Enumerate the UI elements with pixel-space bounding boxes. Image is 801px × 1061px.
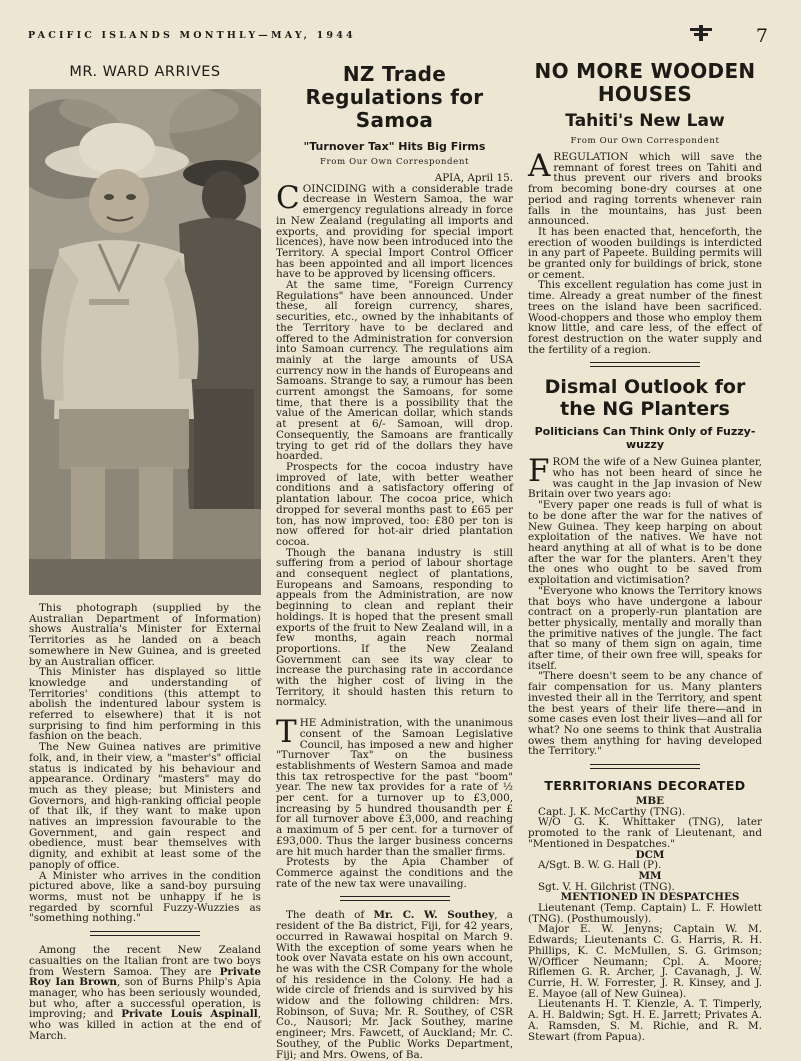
tahiti-lead: REGULATION which will save the remnant of forest trees on Tahiti and thus prevent our rivers and brooks from becoming bone-dry courses at one period and raging torrents whenever rain falls in the mountains, has just been announced. <box>528 151 762 228</box>
tahiti-headline: NO MORE WOODEN HOUSES <box>534 59 756 106</box>
casualty-notice <box>29 945 261 1041</box>
samoa-dateline: APIA, April 15. <box>434 172 513 184</box>
samoa-headline: NZ Trade Regulations for Samoa <box>305 62 484 132</box>
section-divider <box>590 763 700 772</box>
ward-paragraph: A Minister who arrives in the condition pictured above, like a sand-boy pursuing worms, must not be unhappy if he is regarded by scornful Fuzzy-Wuzzies as "something nothing." <box>29 869 261 925</box>
magazine-logo-icon <box>688 24 714 42</box>
tahiti-article-body <box>528 148 762 356</box>
tahiti-paragraph: It has been enacted that, henceforth, the erection of wooden buildings is interdicted in any part of Papeete. Building permits will be granted only for buildings of brick, stone or cement. <box>528 225 762 281</box>
ng-article-body <box>528 453 762 758</box>
section-divider <box>340 895 450 904</box>
ward-paragraph: The New Guinea natives are primitive folk, and, in their view, a "master's" official status is indicated by his behaviour and appearance. Ordinary "masters" may do much as they please; but Ministers and Governors, and high-ranking official people of that ilk, if they want to make upon natives an impression favourable to the Government, and gain respect and obedience, must bear themselves with dignity, and exhibit at least some of the panoply of office. <box>29 741 261 871</box>
drop-cap: T <box>276 714 297 751</box>
ward-title: MR. WARD ARRIVES <box>69 64 221 80</box>
ng-paragraph: "Everyone who knows the Territory knows that boys who have undergone a labour contract on a properly-run plantation are better physically, mentally and morally than the primitive natives of the jungle. The fact that so many of them sign on again, time after time, of their own free will, speaks for itself. <box>528 584 762 672</box>
column-samoa <box>276 58 513 1060</box>
award-entry: Capt. J. K. McCarthy (TNG). <box>538 805 686 818</box>
decorations-list <box>528 796 762 1042</box>
award-entry: Major E. W. Jenyns; Captain W. M. Edwards; Lieutenants C. G. Harris, R. H. Phillips, K. C. McMullen, S. G. Grimson; W/Officer Neumann; Cpl. A. Moore; Riflemen G. R. Archer, J. Cavanagh, J. W. Currie, H. W. Forrester, J. R. Kinsey, and J. E. Mayoe (all of New Guinea). <box>528 923 762 1000</box>
drop-cap: F <box>528 453 550 490</box>
ng-subheadline: Politicians Can Think Only of Fuzzy-wuzzy <box>534 425 756 452</box>
casualty-name: Private Roy Ian Brown <box>29 965 261 989</box>
ward-paragraph: This Minister has displayed so little knowledge and understanding of Territories' conditions (this attempt to abolish the indentured labour system is referred to elsewhere) that it is not surprising to find him performing in this fashion on the beach. <box>29 666 261 743</box>
ng-paragraph: "There doesn't seem to be any chance of fair compensation for us. Many planters invested their all in the Territory, and spent the best years of their life there—and in some cases even lost their lives—and all for what? No one seems to think that Australia owes them anything for having developed the Territory." <box>528 670 762 758</box>
obit-name: Mr. C. W. Southey <box>373 909 495 922</box>
running-header <box>28 25 768 47</box>
photo-illustration <box>29 89 261 595</box>
award-entry: A/Sgt. B. W. G. Hall (P). <box>538 859 662 872</box>
samoa-paragraph: At the same time, "Foreign Currency Regulations" have been announced. Under these, all foreign currency, shares, securities, etc., owned by the inhabitants of the Territory have to be declared and offered to the Administration for conversion into Samoan currency. The regulations aim mainly at the large amounts of USA currency now in the hands of Europeans and Samoans. Strange to say, a rumour has been current amongst the Samoans, for some time, that there is a possibility that the value of the American dollar, which stands at present at 6/- Samoan, will drop. Consequently, the Samoans are frantically trying to get rid of the dollars they have hoarded. <box>276 279 513 463</box>
section-divider <box>90 930 200 939</box>
obit-text: The death of <box>286 909 374 922</box>
minister-photo <box>29 89 261 595</box>
samoa-subheadline: "Turnover Tax" Hits Big Firms <box>303 140 486 153</box>
drop-cap: C <box>276 179 300 216</box>
samoa-tax-lead: HE Administration, with the unanimous consent of the Samoan Legislative Council, has imposed a new and higher "Turnover Tax" on the business establishments of Western Samoa and made this tax retrospective for the past "boom" year. The new tax provides for a rate of ½ per cent. for a turnover up to £3,000, increasing by 5 hundred thousandth per £ for all turnover above £3,000, and reaching a maximum of 5 per cent. for a turnover of £93,000. Thus the larger business concerns are hit much harder than the smaller firms. <box>276 717 513 858</box>
samoa-paragraph: Protests by the Apia Chamber of Commerce against the conditions and the rate of the new tax were unavailing. <box>276 856 513 890</box>
drop-cap: A <box>528 148 551 184</box>
obituary-notice <box>276 910 513 1060</box>
ng-lead: ROM the wife of a New Guinea planter, who has not been heard of since he was caught in the Jap invasion of New Britain over two years ago: <box>528 456 762 501</box>
tahiti-byline: From Our Own Correspondent <box>570 136 720 146</box>
award-heading: MM <box>638 869 662 882</box>
ward-article-body <box>29 603 261 924</box>
samoa-paragraph: Prospects for the cocoa industry have improved of late, with better weather conditions and a satisfactory offering of plantation labour. The cocoa price, which dropped for several months past to £65 per ton, has now improved, too: £80 per ton is now offered for hot-air dried plantation cocoa. <box>276 460 513 548</box>
award-entry: Sgt. V. H. Gilchrist (TNG). <box>538 880 675 893</box>
award-heading: MBE <box>635 795 665 808</box>
ng-paragraph: "Every paper one reads is full of what is to be done after the war for the natives of New Guinea. They keep harping on about exploitation of the natives. We have not heard anything at all of what is to be done after the war for the planters. Aren't they the ones who ought to be saved from exploitation and victimisation? <box>528 499 762 587</box>
award-heading: MENTIONED IN DESPATCHES <box>560 891 740 904</box>
casualty-text: Among the recent New Zealand casualties on the Italian front are two boys from Western Samoa. They are <box>29 944 261 978</box>
samoa-byline: From Our Own Correspondent <box>319 157 470 167</box>
running-head: PACIFIC ISLANDS MONTHLY—MAY, 1944 <box>28 30 356 41</box>
column-ward-arrives <box>29 58 261 1041</box>
casualty-text: , who was killed in action at the end of March. <box>29 1008 261 1042</box>
samoa-article-body <box>276 173 513 889</box>
samoa-lead: OINCIDING with a considerable trade decrease in Western Samoa, the war emergency regulations already in force in New Zealand (regulating all imports and exports, and providing for special import licences), have now been introduced into the Territory. A special Import Control Officer has been appointed and all import licences have to be approved by licensing officers. <box>276 182 514 281</box>
casualty-text: , son of Burns Philp's Apia manager, who has been seriously wounded, but who, after a successful operation, is improving; and <box>29 976 261 1021</box>
ward-paragraph: This photograph (supplied by the Australian Department of Information) shows Australia's Minister for External Territories as he landed on a beach somewhere in New Guinea, and is greeted by an Australian officer. <box>29 602 261 668</box>
award-entry: Lieutenant (Temp. Captain) L. F. Howlett (TNG). (Posthumously). <box>528 902 762 925</box>
column-tahiti <box>528 58 762 1042</box>
tahiti-paragraph: This excellent regulation has come just in time. Already a great number of the finest trees on the island have been sacrificed. Wood-choppers and those who employ them know little, and care less, of the effect of forest destruction on the water supply and the fertility of a region. <box>528 279 762 356</box>
tahiti-subheadline: Tahiti's New Law <box>565 111 725 131</box>
casualty-name: Private Louis Aspinall <box>121 1008 258 1021</box>
section-divider <box>590 361 700 370</box>
obit-text: , a resident of the Ba district, Fiji, for 42 years, occurred in Rawawai hospital on March 9. With the exception of some years when he took over Navata estate on his own account, he was with the CSR Company for the whole of his residence in the Colony. He had a wide circle of friends and is survived by his widow and the following children: Mrs. Robinson, of Suva; Mr. R. Southey, of CSR Co., Nausori; Mr. Jack Southey, marine engineer; Mrs. Fawcett, of Auckland; Mr. C. Southey, of the Public Works Department, Fiji; and Mrs. Owens, of Ba. <box>276 909 513 1061</box>
samoa-paragraph: Though the banana industry is still suffering from a period of labour shortage and consequent neglect of plantations, Europeans and Samoans, responding to appeals from the Administration, are now beginning to clean and replant their holdings. It is hoped that the present small exports of the fruit to New Zealand will, in a few months, again reach normal proportions. If the New Zealand Government can see its way clear to increase the purchasing rate in accordance with the higher cost of living in the Territory, it should hasten this return to normalcy. <box>276 546 513 709</box>
decorations-headline: TERRITORIANS DECORATED <box>544 778 746 794</box>
award-entry: W/O G. K. Whittaker (TNG), later promoted to the rank of Lieutenant, and "Mentioned in Despatches." <box>528 816 762 850</box>
page-number: 7 <box>755 25 768 47</box>
ng-headline: Dismal Outlook for the NG Planters <box>544 376 746 421</box>
award-heading: DCM <box>635 848 665 861</box>
award-entry: Lieutenants H. T. Kienzle, A. T. Timperly, A. H. Baldwin; Sgt. H. E. Jarrett; Privates A. A. Ramsden, S. M. Richie, and R. M. Stewart (from Papua). <box>528 998 762 1043</box>
